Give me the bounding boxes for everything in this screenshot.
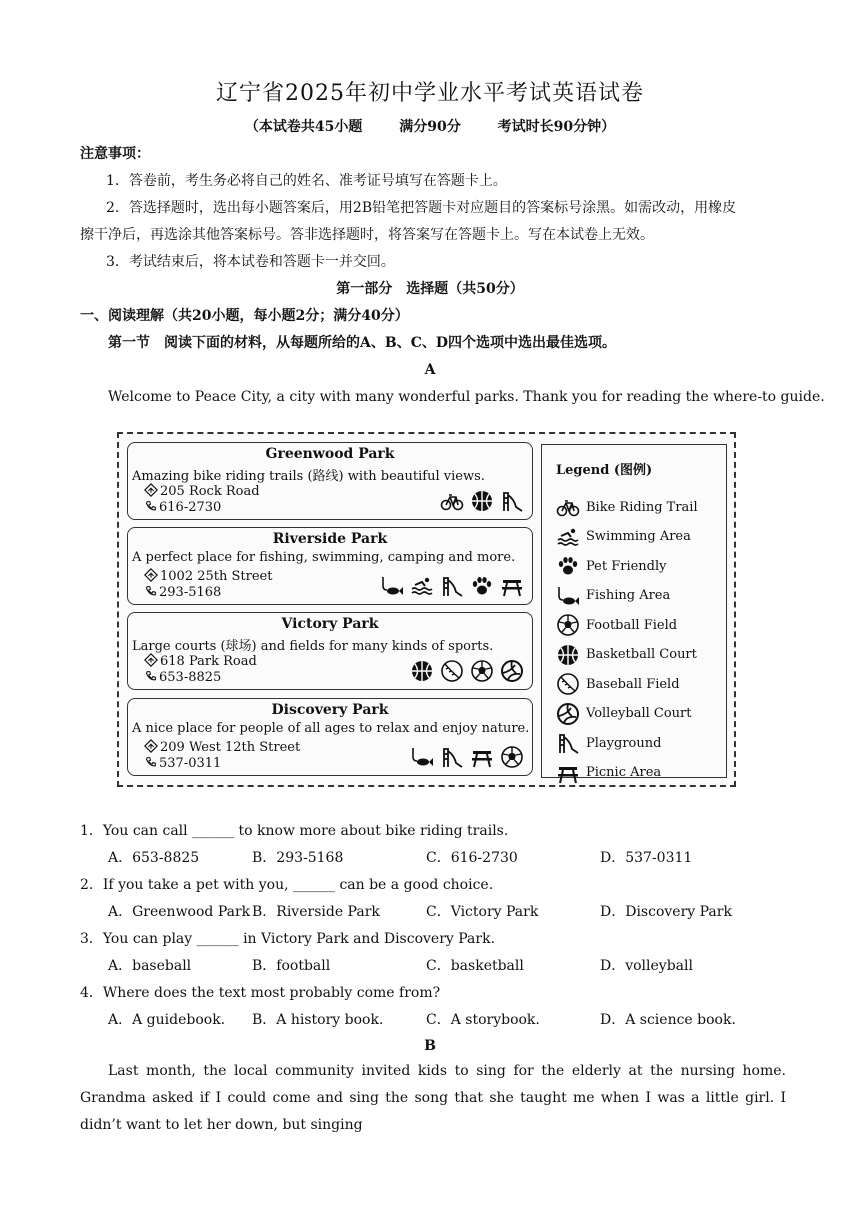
swimming-icon bbox=[410, 574, 434, 598]
phone-icon bbox=[144, 500, 157, 513]
legend-label: Baseball Field bbox=[586, 676, 680, 692]
answer-option: A．baseball bbox=[108, 958, 192, 974]
park-address-text: 205 Rock Road bbox=[160, 484, 260, 499]
legend-label: Swimming Area bbox=[586, 529, 691, 544]
legend-label: Volleyball Court bbox=[586, 706, 692, 721]
park-address bbox=[144, 483, 260, 499]
park-phone-text: 616-2730 bbox=[159, 500, 222, 515]
playground-icon bbox=[556, 731, 580, 755]
pin-icon bbox=[144, 483, 158, 497]
legend-item bbox=[556, 525, 691, 549]
legend-label: Picnic Area bbox=[586, 765, 662, 780]
park-facility-icons bbox=[410, 659, 524, 683]
legend-item bbox=[556, 672, 680, 696]
picnic-icon bbox=[500, 574, 524, 598]
paw-icon bbox=[470, 574, 494, 598]
bike-icon bbox=[440, 489, 464, 513]
legend-item bbox=[556, 554, 667, 578]
legend-label: Pet Friendly bbox=[586, 558, 667, 574]
park-phone bbox=[144, 585, 221, 600]
answer-option: B．A history book. bbox=[252, 1012, 384, 1028]
phone-icon bbox=[144, 585, 157, 598]
picnic-icon bbox=[470, 745, 494, 769]
notice-item: 3．考试结束后，将本试卷和答题卡一并交回。 bbox=[106, 254, 395, 270]
question-stem: 4．Where does the text most probably come from? bbox=[80, 985, 441, 1001]
park-description: A nice place for people of all ages to relax and enjoy nature. bbox=[132, 721, 530, 736]
legend-item bbox=[556, 584, 670, 608]
time-limit: 考试时长90分钟） bbox=[497, 119, 616, 135]
answer-option: C．A storybook. bbox=[426, 1012, 540, 1028]
football-icon bbox=[470, 659, 494, 683]
legend-label: Fishing Area bbox=[586, 588, 671, 603]
pin-icon bbox=[144, 568, 158, 582]
playground-icon bbox=[440, 745, 464, 769]
legend-item bbox=[556, 643, 697, 667]
answer-option: C．616-2730 bbox=[426, 850, 518, 866]
park-description: A perfect place for fishing, swimming, camping and more. bbox=[132, 550, 516, 565]
park-address-text: 1002 25th Street bbox=[160, 569, 273, 584]
full-score: 满分90分 bbox=[399, 119, 461, 135]
legend-box bbox=[541, 444, 727, 778]
answer-option: C．basketball bbox=[426, 958, 524, 974]
legend-label: Bike Riding Trail bbox=[586, 499, 698, 515]
park-facility-icons bbox=[410, 745, 524, 769]
picnic-icon bbox=[556, 761, 580, 785]
park-phone bbox=[144, 670, 221, 685]
question-stem: 1．You can call ______ to know more about bike riding trails. bbox=[80, 823, 509, 839]
part-title: 第一部分 选择题（共50分） bbox=[336, 281, 524, 297]
exam-subtitle bbox=[0, 116, 860, 136]
park-name: Greenwood Park bbox=[265, 446, 395, 462]
baseball-icon bbox=[556, 672, 580, 696]
park-card bbox=[127, 612, 533, 690]
legend-label: Playground bbox=[586, 735, 662, 751]
pin-icon bbox=[144, 653, 158, 667]
answer-option: D．537-0311 bbox=[600, 850, 693, 866]
notice-item: 2．答选择题时，选出每小题答案后，用2B铅笔把答题卡对应题目的答案标号涂黑。如需改动，用橡皮 bbox=[106, 200, 737, 216]
basketball-icon bbox=[556, 643, 580, 667]
subsection-title: 第一节 阅读下面的材料，从每题所给的A、B、C、D四个选项中选出最佳选项。 bbox=[108, 335, 616, 351]
park-address bbox=[144, 653, 257, 669]
phone-icon bbox=[144, 756, 157, 769]
answer-option: D．volleyball bbox=[600, 958, 693, 974]
park-phone bbox=[144, 756, 221, 771]
parks-guide-figure bbox=[117, 432, 736, 787]
park-phone bbox=[144, 500, 221, 515]
park-name: Victory Park bbox=[281, 616, 379, 632]
legend-item bbox=[556, 761, 661, 785]
park-card bbox=[127, 442, 533, 520]
legend-item bbox=[556, 495, 698, 519]
pin-icon bbox=[144, 739, 158, 753]
volleyball-icon bbox=[500, 659, 524, 683]
answer-option: D．Discovery Park bbox=[600, 904, 732, 920]
answer-option: A．Greenwood Park bbox=[108, 904, 251, 920]
playground-icon bbox=[500, 489, 524, 513]
fishing-icon bbox=[556, 584, 580, 608]
park-facility-icons bbox=[380, 574, 524, 598]
fishing-icon bbox=[380, 574, 404, 598]
answer-option: B．football bbox=[252, 958, 331, 974]
park-address-text: 618 Park Road bbox=[160, 654, 257, 669]
question-stem: 2．If you take a pet with you, ______ can be a good choice. bbox=[80, 877, 494, 893]
answer-option: A．653-8825 bbox=[108, 850, 200, 866]
answer-option: B．Riverside Park bbox=[252, 904, 380, 920]
legend-label: Football Field bbox=[586, 617, 678, 633]
park-name: Discovery Park bbox=[271, 702, 389, 718]
baseball-icon bbox=[440, 659, 464, 683]
park-address bbox=[144, 739, 300, 755]
park-address-text: 209 West 12th Street bbox=[160, 740, 301, 755]
passage-b-text: Last month, the local community invited kids to sing for the elderly at the nursing home. Grandma asked if I could come and sing the song that she taught me when I was a little girl. I didn’t want to let her down, but singing bbox=[80, 1063, 786, 1133]
notice-item: 1．答卷前，考生务必将自己的姓名、准考证号填写在答题卡上。 bbox=[106, 173, 507, 189]
question-count: （本试卷共45小题 bbox=[244, 119, 363, 135]
park-description: Amazing bike riding trails (路线) with beautiful views. bbox=[132, 469, 485, 484]
basketball-icon bbox=[410, 659, 434, 683]
park-card bbox=[127, 698, 533, 776]
phone-icon bbox=[144, 670, 157, 683]
park-description: Large courts (球场) and fields for many kinds of sports. bbox=[132, 639, 494, 654]
park-phone-text: 537-0311 bbox=[159, 756, 222, 771]
playground-icon bbox=[440, 574, 464, 598]
legend-title: Legend (图例) bbox=[556, 463, 653, 478]
exam-title: 辽宁省2025年初中学业水平考试英语试卷 bbox=[216, 81, 644, 106]
answer-option: B．293-5168 bbox=[252, 850, 344, 866]
passage-label: A bbox=[424, 362, 436, 378]
park-facility-icons bbox=[440, 489, 524, 513]
football-icon bbox=[556, 613, 580, 637]
swimming-icon bbox=[556, 525, 580, 549]
notice-heading: 注意事项： bbox=[80, 146, 150, 162]
answer-option: D．A science book. bbox=[600, 1012, 736, 1028]
passage-intro: Welcome to Peace City, a city with many wonderful parks. Thank you for reading the where-to guide. bbox=[108, 389, 825, 405]
basketball-icon bbox=[470, 489, 494, 513]
legend-item bbox=[556, 613, 677, 637]
answer-option: C．Victory Park bbox=[426, 904, 539, 920]
passage-label: B bbox=[424, 1038, 436, 1054]
legend-label: Basketball Court bbox=[586, 647, 697, 662]
football-icon bbox=[500, 745, 524, 769]
park-phone-text: 653-8825 bbox=[159, 670, 222, 685]
park-address bbox=[144, 568, 272, 584]
bike-icon bbox=[556, 495, 580, 519]
park-phone-text: 293-5168 bbox=[159, 585, 222, 600]
section-title: 一、阅读理解（共20小题，每小题2分；满分40分） bbox=[80, 308, 409, 324]
park-card bbox=[127, 527, 533, 605]
volleyball-icon bbox=[556, 702, 580, 726]
notice-item: 擦干净后，再选涂其他答案标号。答非选择题时，将答案写在答题卡上。写在本试卷上无效。 bbox=[80, 227, 654, 243]
fishing-icon bbox=[410, 745, 434, 769]
park-name: Riverside Park bbox=[272, 531, 388, 547]
legend-item bbox=[556, 702, 691, 726]
paw-icon bbox=[556, 554, 580, 578]
answer-option: A．A guidebook. bbox=[108, 1012, 226, 1028]
question-stem: 3．You can play ______ in Victory Park and Discovery Park. bbox=[80, 931, 496, 947]
legend-item bbox=[556, 731, 661, 755]
